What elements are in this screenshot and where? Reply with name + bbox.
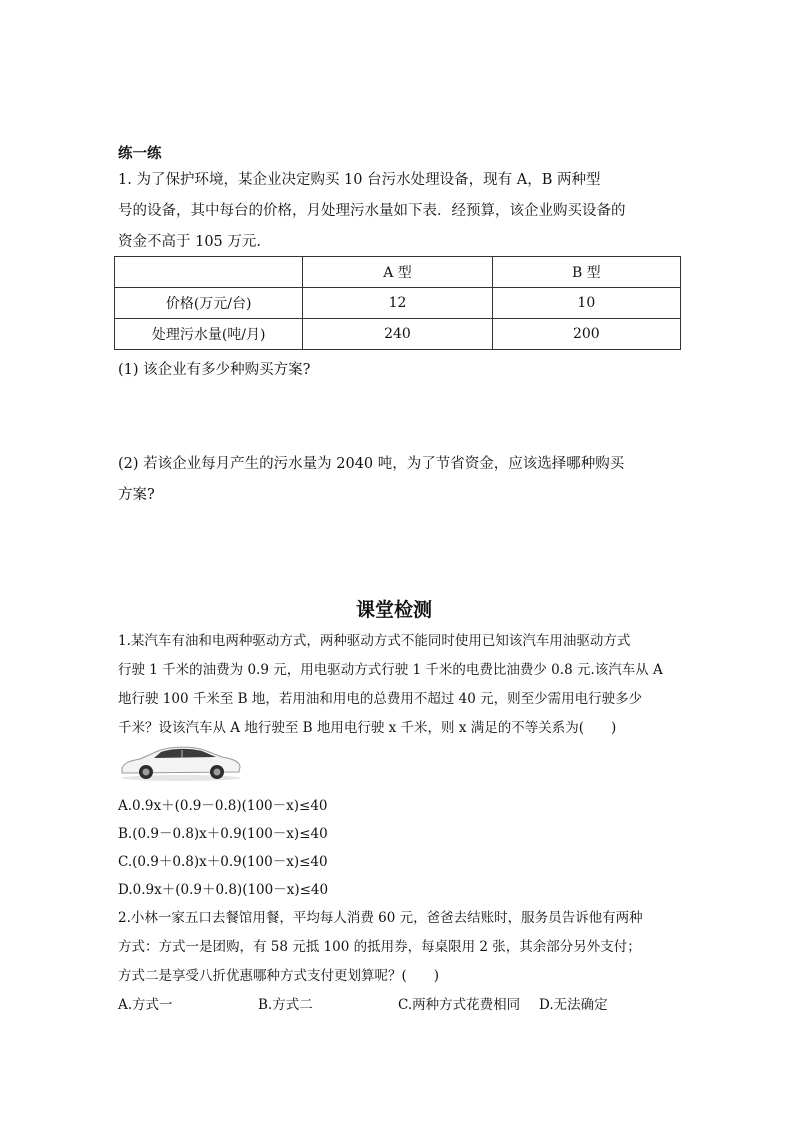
table-row: [115, 319, 681, 350]
practice-question-1-line-3: 资金不高于 105 万元.: [118, 234, 262, 250]
option-1-d: D.0.9x＋(0.9＋0.8)(100－x)≤40: [118, 882, 329, 898]
table-cell: 价格(万元/台): [115, 288, 303, 319]
section-title: 课堂检测: [356, 599, 433, 621]
option-1-a: A.0.9x＋(0.9－0.8)(100－x)≤40: [118, 798, 328, 814]
sub-question-2-line-2: 方案?: [118, 487, 155, 503]
table-header-cell: A 型: [303, 257, 492, 288]
test-question-2-line-1: 2.小林一家五口去餐馆用餐，平均每人消费 60 元，爸爸去结账时，服务员告诉他有两种: [118, 910, 643, 926]
equipment-table: [114, 256, 681, 350]
option-2-b: B.方式二: [258, 997, 313, 1013]
table-cell: 处理污水量(吨/月): [115, 319, 303, 350]
option-2-c: C.两种方式花费相同: [398, 997, 521, 1013]
table-cell: 12: [303, 288, 492, 319]
sub-question-1: (1) 该企业有多少种购买方案?: [118, 362, 311, 378]
option-1-c: C.(0.9＋0.8)x＋0.9(100－x)≤40: [118, 854, 328, 870]
test-question-2-line-2: 方式：方式一是团购，有 58 元抵 100 的抵用券，每桌限用 2 张，其余部分另外支付；: [118, 939, 641, 955]
practice-question-1-line-1: 1. 为了保护环境，某企业决定购买 10 台污水处理设备，现有 A，B 两种型: [118, 172, 601, 188]
practice-question-1-line-2: 号的设备，其中每台的价格，月处理污水量如下表．经预算，该企业购买设备的: [118, 203, 626, 219]
table-cell: 200: [492, 319, 680, 350]
test-question-2-line-3: 方式二是享受八折优惠哪种方式支付更划算呢？( ): [118, 968, 440, 984]
table-header-cell: [115, 257, 303, 288]
table-header-cell: B 型: [492, 257, 680, 288]
test-question-1-line-2: 行驶 1 千米的油费为 0.9 元，用电驱动方式行驶 1 千米的电费比油费少 0.8 元.该汽车从 A: [118, 662, 663, 678]
option-1-b: B.(0.9－0.8)x＋0.9(100－x)≤40: [118, 826, 328, 842]
table-header-row: [115, 257, 681, 288]
table-cell: 10: [492, 288, 680, 319]
test-question-1-line-4: 千米？设该汽车从 A 地行驶至 B 地用电行驶 x 千米，则 x 满足的不等关系为( ): [118, 720, 617, 736]
option-2-a: A.方式一: [118, 997, 173, 1013]
table-row: [115, 288, 681, 319]
sub-question-2-line-1: (2) 若该企业每月产生的污水量为 2040 吨，为了节省资金，应该选择哪种购买: [118, 456, 625, 472]
option-2-d: D.无法确定: [539, 997, 608, 1013]
test-question-1-line-1: 1.某汽车有油和电两种驱动方式，两种驱动方式不能同时使用已知该汽车用油驱动方式: [118, 633, 631, 649]
table-cell: 240: [303, 319, 492, 350]
test-question-1-line-3: 地行驶 100 千米至 B 地，若用油和用电的总费用不超过 40 元，则至少需用电行驶多少: [118, 691, 643, 707]
car-icon: [118, 742, 244, 782]
practice-heading: 练一练: [118, 145, 162, 162]
